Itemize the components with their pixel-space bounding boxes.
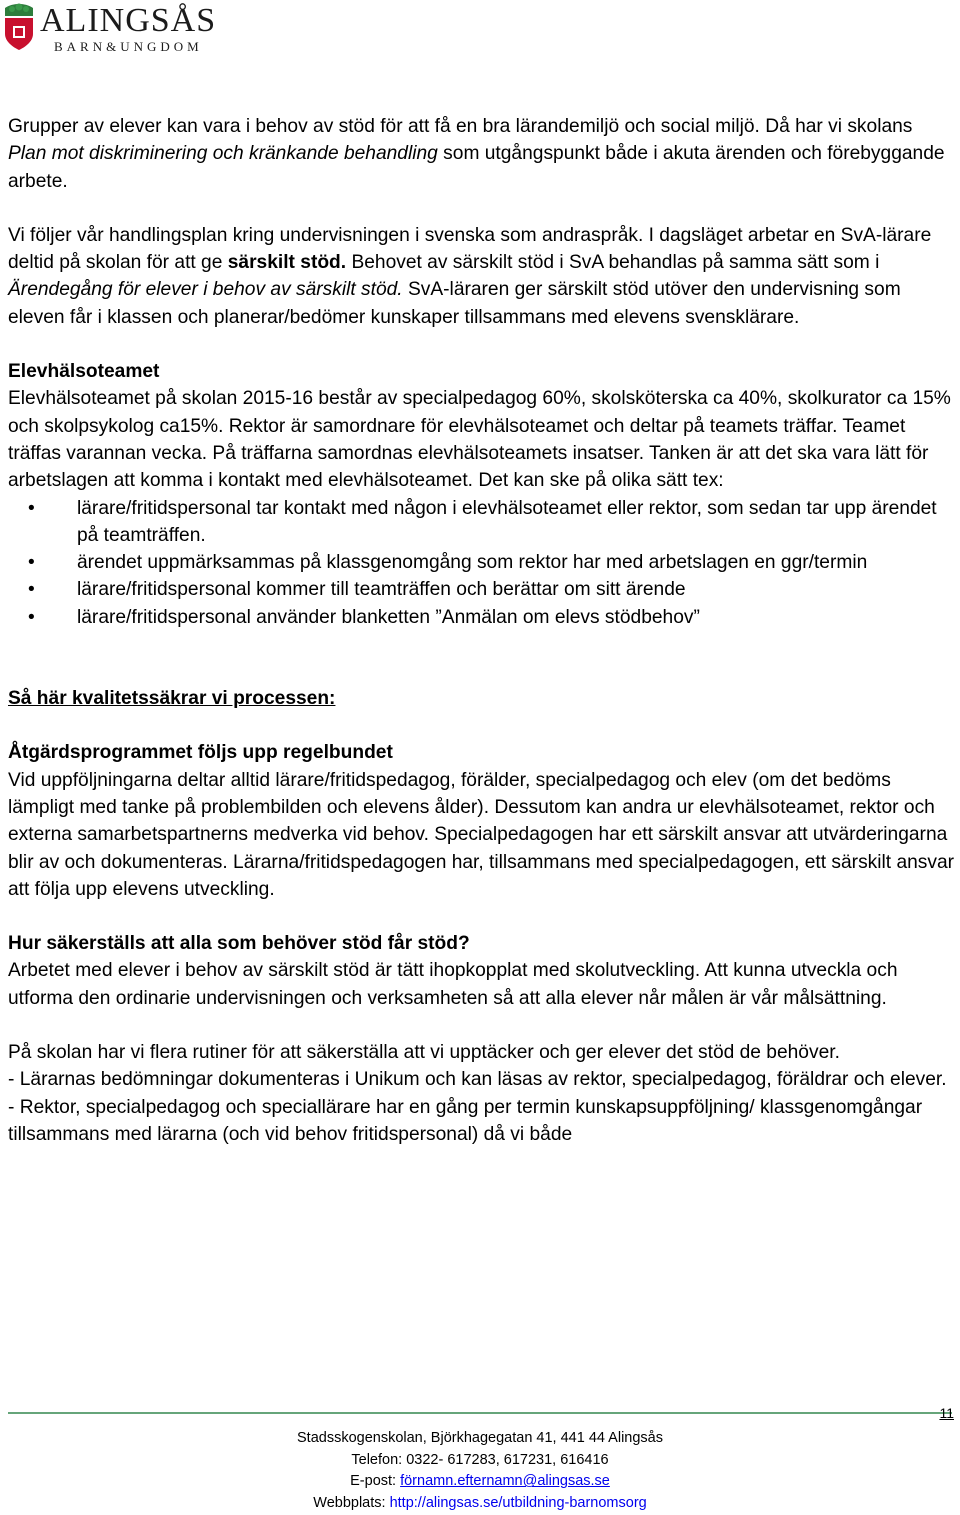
website-link[interactable]: http://alingsas.se/utbildning-barnomsorg	[389, 1495, 647, 1512]
paragraph-elevhalsoteamet: Elevhälsoteamet på skolan 2015-16 består av specialpedagog 60%, skolsköterska ca 40%, skolkurator ca 15% och skolpsykolog ca15%. Rektor är samordnare för elevhälsoteamet och deltar på teamets träffar. Teamet träffas varannan vecka. På träffarna samordnas elevhälsoteamets insatser. Tanken är att det ska vara lätt för arbetslagen att komma i kontakt med elevhälsoteamet. Det kan ske på olika sätt tex:	[8, 388, 951, 492]
logo-title: ALINGSÅS	[40, 2, 217, 39]
footer-phone: Telefon: 0322- 617283, 617231, 616416	[351, 1451, 609, 1468]
bullet-list	[8, 495, 956, 631]
list-item: • lärare/fritidspersonal kommer till teamträffen och berättar om sitt ärende	[8, 576, 956, 603]
paragraph-sva: Vi följer vår handlingsplan kring undervisningen i svenska som andraspråk. I dagsläget arbetar en SvA-lärare deltid på skolan för att ge särskilt stöd. Behovet av särskilt stöd i SvA behandlas på samma sätt som i Ärendegång för elever i behov av särskilt stöd. SvA-läraren ger särskilt stöd utöver den undervisning som eleven får i klassen och planerar/bedömer kunskaper tillsammans med elevens svensklärare.	[8, 224, 932, 328]
footer	[0, 1428, 960, 1515]
list-item: • lärare/fritidspersonal tar kontakt med någon i elevhälsoteamet eller rektor, som sedan tar upp ärendet på teamträffen.	[8, 495, 956, 550]
paragraph-rutiner: På skolan har vi flera rutiner för att säkerställa att vi upptäcker och ger elever det stöd de behöver.	[8, 1042, 840, 1064]
paragraph-unikum: - Lärarnas bedömningar dokumenteras i Unikum och kan läsas av rektor, specialpedagog, föräldrar och elever.	[8, 1069, 947, 1091]
footer-email-line: E-post: förnamn.efternamn@alingsas.se	[350, 1473, 610, 1490]
footer-web-line: Webbplats: http://alingsas.se/utbildning-barnomsorg	[313, 1495, 647, 1512]
alingsas-logo	[2, 2, 242, 62]
paragraph-kunskapsuppfoljning: - Rektor, specialpedagog och speciallärare har en gång per termin kunskapsuppföljning/ klassgenomgångar tillsammans med lärarna (och vid behov fritidspersonal) då vi både	[8, 1096, 923, 1145]
paragraph-uppfoljning: Vid uppföljningarna deltar alltid lärare/fritidspedagog, förälder, specialpedagog och elev (om det bedöms lämpligt med tanke på problembilden och elevens ålder). Dessutom kan andra ur elevhälsoteamet, rektor och externa samarbetspartnerns medverka vid behov. Specialpedagogen har ett särskilt ansvar att utvärderingarna blir av och dokumenteras. Lärarna/fritidspedagogen har, tillsammans med specialpedagogen, ett särskilt ansvar att följa upp elevens utveckling.	[8, 769, 955, 900]
coat-of-arms-icon	[2, 2, 36, 52]
paragraph-skolutveckling: Arbetet med elever i behov av särskilt stöd är tätt ihopkopplat med skolutveckling. Att kunna utveckla och utforma den ordinarie undervisningen och verksamheten så att alla elever når målen är vår målsättning.	[8, 960, 898, 1009]
heading-atgardsprogrammet: Åtgärdsprogrammet följs upp regelbundet	[8, 742, 393, 764]
list-item: • lärare/fritidspersonal använder blanketten ”Anmälan om elevs stödbehov”	[8, 604, 956, 631]
heading-elevhalsoteamet: Elevhälsoteamet	[8, 361, 160, 383]
document-body	[8, 113, 956, 1148]
page-number: 11	[939, 1405, 954, 1421]
heading-kvalitetssakring: Så här kvalitetssäkrar vi processen:	[8, 688, 336, 710]
footer-address: Stadsskogenskolan, Björkhagegatan 41, 441 44 Alingsås	[297, 1430, 663, 1446]
email-link[interactable]: förnamn.efternamn@alingsas.se	[400, 1473, 610, 1490]
list-item: • ärendet uppmärksammas på klassgenomgång som rektor har med arbetslagen en ggr/termin	[8, 549, 956, 576]
heading-hur-sakerstalls: Hur säkerställs att alla som behöver stöd får stöd?	[8, 933, 470, 955]
logo-subtitle: BARN&UNGDOM	[54, 39, 203, 54]
paragraph-groups: Grupper av elever kan vara i behov av stöd för att få en bra lärandemiljö och social miljö. Då har vi skolans Plan mot diskriminering och kränkande behandling som utgångspunkt både i akuta ärenden och förebyggande arbete.	[8, 116, 945, 192]
footer-divider	[8, 1412, 952, 1414]
